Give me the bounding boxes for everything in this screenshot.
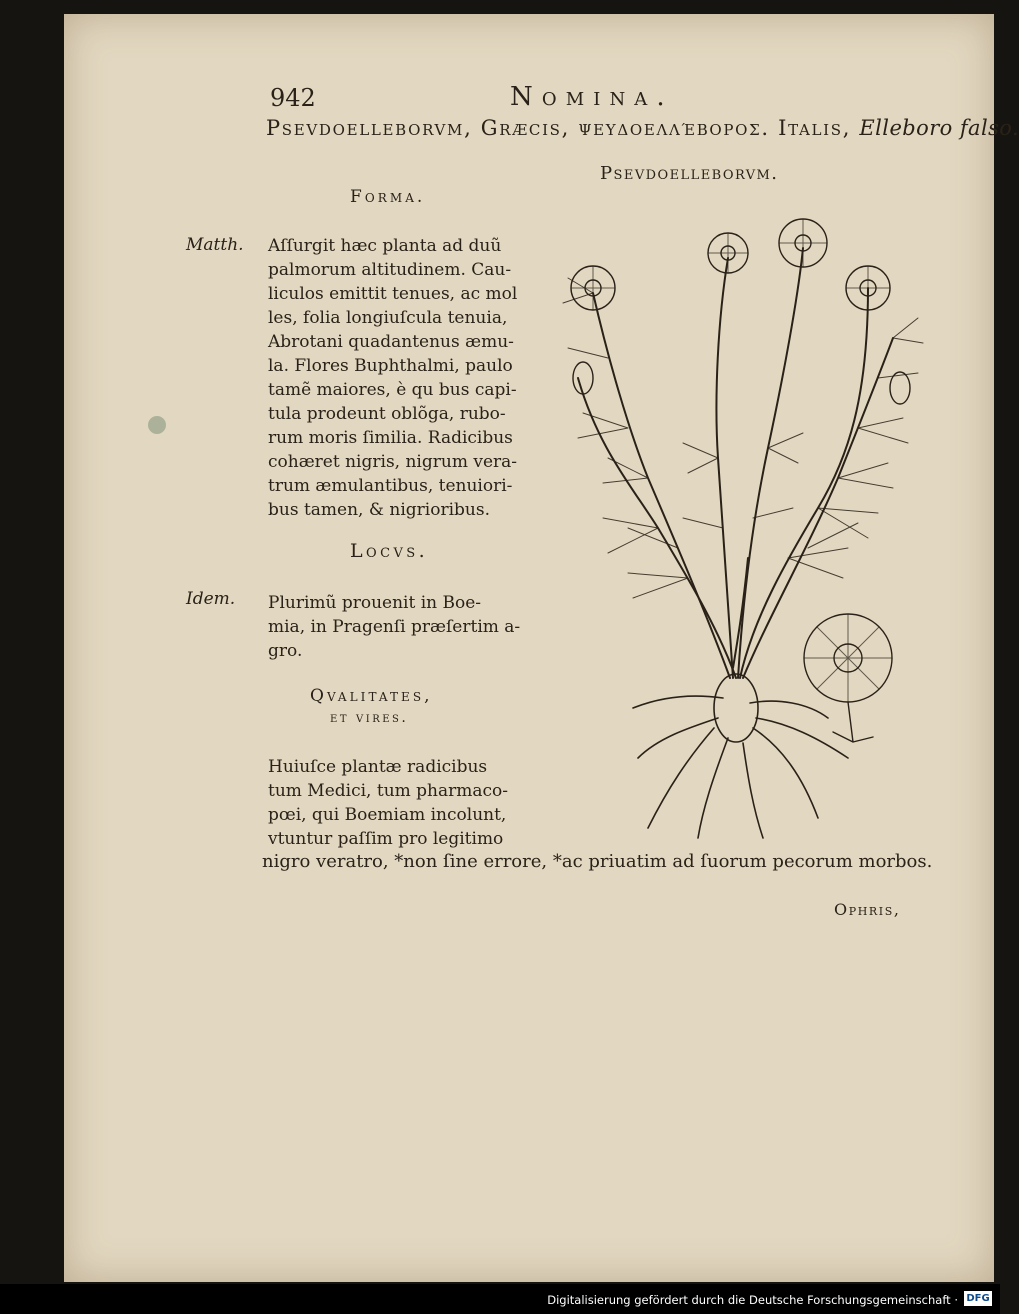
locus-text xyxy=(268,591,520,663)
forma-text xyxy=(268,234,517,522)
text-line: tamẽ maiores, è qu bus capi- xyxy=(268,380,517,400)
section-heading-forma: Forma. xyxy=(350,187,426,207)
text-line: cohæret nigris, nigrum vera- xyxy=(268,452,518,472)
text-line: rum moris ſimilia. Radicibus xyxy=(268,428,513,448)
footer-text: Digitalisierung gefördert durch die Deutsche Forschungsgemeinschaft · xyxy=(547,1293,958,1307)
plant-names-line xyxy=(266,116,1019,140)
margin-note-matth: Matth. xyxy=(186,235,244,255)
section-heading-locus: Locvs. xyxy=(350,540,429,562)
text-line: Abrotani quadantenus æmu- xyxy=(268,332,514,352)
text-line: la. Flores Buphthalmi, paulo xyxy=(268,356,513,376)
section-heading-vires: et vires. xyxy=(330,710,409,726)
illustration-caption: Psevdoelleborvm. xyxy=(600,163,779,184)
text-line: tum Medici, tum pharmaco- xyxy=(268,781,509,801)
dfg-logo: DFG xyxy=(964,1291,992,1306)
plant-names-prefix: Psevdoelleborvm, Græcis, ψευδοελλέβορος. Italis, xyxy=(266,116,860,140)
pseudohelleborus-woodcut-icon xyxy=(538,198,928,848)
text-line: Aſſurgit hæc planta ad duũ xyxy=(268,236,502,256)
paper-stain xyxy=(148,416,166,434)
margin-note-idem: Idem. xyxy=(186,589,236,609)
text-line: mia, in Pragenſi præſertim a- xyxy=(268,617,521,637)
text-line: vtuntur paſſim pro legitimo xyxy=(268,829,504,849)
text-line: liculos emittit tenues, ac mol xyxy=(268,284,518,304)
text-line: pœi, qui Boemiam incolunt, xyxy=(268,805,507,825)
text-line: Huiuſce plantæ radicibus xyxy=(268,757,488,777)
text-line: trum æmulantibus, tenuiori- xyxy=(268,476,513,496)
page-number: 942 xyxy=(270,84,316,112)
text-line: les, folia longiuſcula tenuia, xyxy=(268,308,508,328)
catchword: Ophris, xyxy=(834,900,901,919)
qualitates-text xyxy=(268,755,508,851)
running-head: Nomina. xyxy=(510,82,674,112)
text-line: tula prodeunt oblõga, rubo- xyxy=(268,404,506,424)
text-line: bus tamen, & nigrioribus. xyxy=(268,500,490,520)
footer-bar xyxy=(0,1284,1000,1314)
text-line: gro. xyxy=(268,641,303,661)
section-heading-qualitates: Qvalitates, xyxy=(310,686,433,706)
plant-names-italic: Elleboro falso. xyxy=(859,116,1019,140)
text-line: palmorum altitudinem. Cau- xyxy=(268,260,512,280)
text-line: Plurimũ prouenit in Boe- xyxy=(268,593,482,613)
full-width-text-line: nigro veratro, *non ſine errore, *ac priuatim ad ſuorum pecorum morbos. xyxy=(262,851,933,872)
